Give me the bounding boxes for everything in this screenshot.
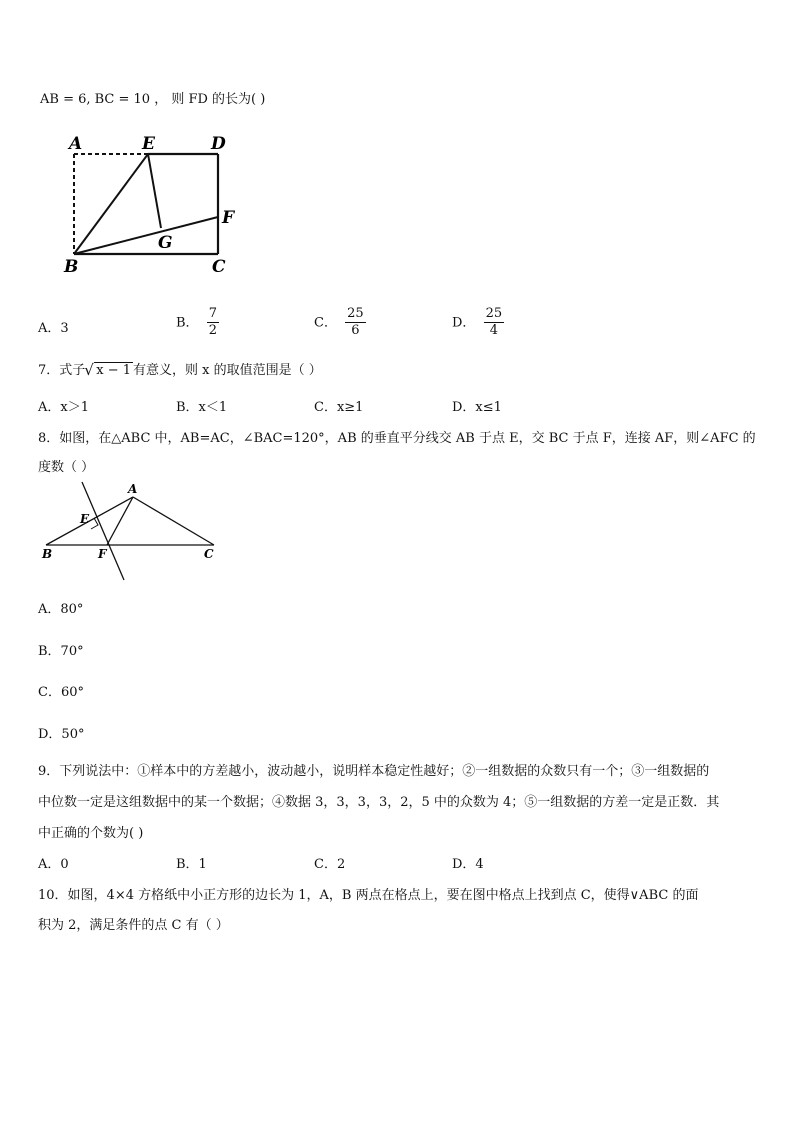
q8-stem-line1: 8．如图，在△ABC 中，AB=AC，∠BAC=120°，AB 的垂直平分线交 AB 于点 E，交 BC 于点 F，连接 AF，则∠AFC 的 [38, 431, 756, 446]
label-a: A [69, 134, 83, 154]
q8-option-c[interactable]: C．60° [38, 685, 84, 700]
q7-stem: 7．式子√ x − 1 有意义，则 x 的取值范围是（ ） [38, 359, 322, 378]
q9-stem-line3: 中正确的个数为( ) [38, 826, 144, 841]
q9-option-c[interactable]: C．2 [314, 857, 346, 872]
label-d: D [211, 134, 226, 154]
q10-stem-line1: 10．如图，4×4 方格纸中小正方形的边长为 1，A，B 两点在格点上，要在图中格点上找到点 C，使得∨ABC 的面 [38, 888, 699, 903]
label-b: B [64, 257, 79, 277]
q8-option-d[interactable]: D．50° [38, 727, 85, 742]
label-e: E [80, 512, 90, 526]
q6-option-c[interactable]: C． $\frac{25}{6}$ [314, 306, 364, 339]
q7-option-a[interactable]: A．x＞1 [38, 400, 89, 415]
q6-stem-end: AB = 6, BC = 10 ， 则 FD 的长为( ) [40, 92, 266, 107]
q6-option-b[interactable]: B． $\frac{7}{2}$ [176, 306, 217, 339]
q7-option-c[interactable]: C．x≥1 [314, 400, 364, 415]
q9-stem-line1: 9．下列说法中：①样本中的方差越小，波动越小，说明样本稳定性越好；②一组数据的众数只有一个；③一组数据的 [38, 764, 710, 779]
fraction: $\frac{25}{4}$ [485, 306, 503, 339]
edge-be [74, 154, 148, 254]
label-a: A [128, 482, 138, 496]
q9-option-b[interactable]: B．1 [176, 857, 207, 872]
q8-option-a[interactable]: A．80° [38, 602, 84, 617]
label-f: F [98, 547, 107, 561]
perpendicular-bisector [82, 482, 124, 580]
q8-stem-line2: 度数（ ） [38, 460, 95, 475]
q6-option-a[interactable]: A．3 [38, 321, 69, 336]
edge-bf [74, 217, 218, 254]
q8-figure-triangle [36, 480, 226, 585]
label-f: F [222, 208, 235, 228]
fraction: $\frac{7}{2}$ [208, 306, 217, 339]
edge-eg [148, 154, 161, 228]
label-b: B [42, 547, 53, 561]
label-c: C [204, 547, 214, 561]
q7-option-d[interactable]: D．x≤1 [452, 400, 502, 415]
q9-option-d[interactable]: D．4 [452, 857, 484, 872]
label-g: G [158, 233, 173, 253]
q6-figure-rectangle [58, 130, 238, 280]
q6-option-d[interactable]: D． $\frac{25}{4}$ [452, 306, 503, 339]
fraction: $\frac{25}{6}$ [347, 306, 364, 339]
edge-ac [133, 497, 214, 545]
sqrt-expression: √ x − 1 [85, 363, 133, 378]
q10-stem-line2: 积为 2，满足条件的点 C 有（ ） [38, 918, 229, 933]
label-e: E [142, 134, 155, 154]
q8-option-b[interactable]: B．70° [38, 644, 84, 659]
q9-option-a[interactable]: A．0 [38, 857, 69, 872]
label-c: C [212, 257, 226, 277]
q7-option-b[interactable]: B．x＜1 [176, 400, 228, 415]
q9-stem-line2: 中位数一定是这组数据中的某一个数据；④数据 3，3，3，3，2，5 中的众数为 4；⑤一组数据的方差一定是正数．其 [38, 795, 720, 810]
